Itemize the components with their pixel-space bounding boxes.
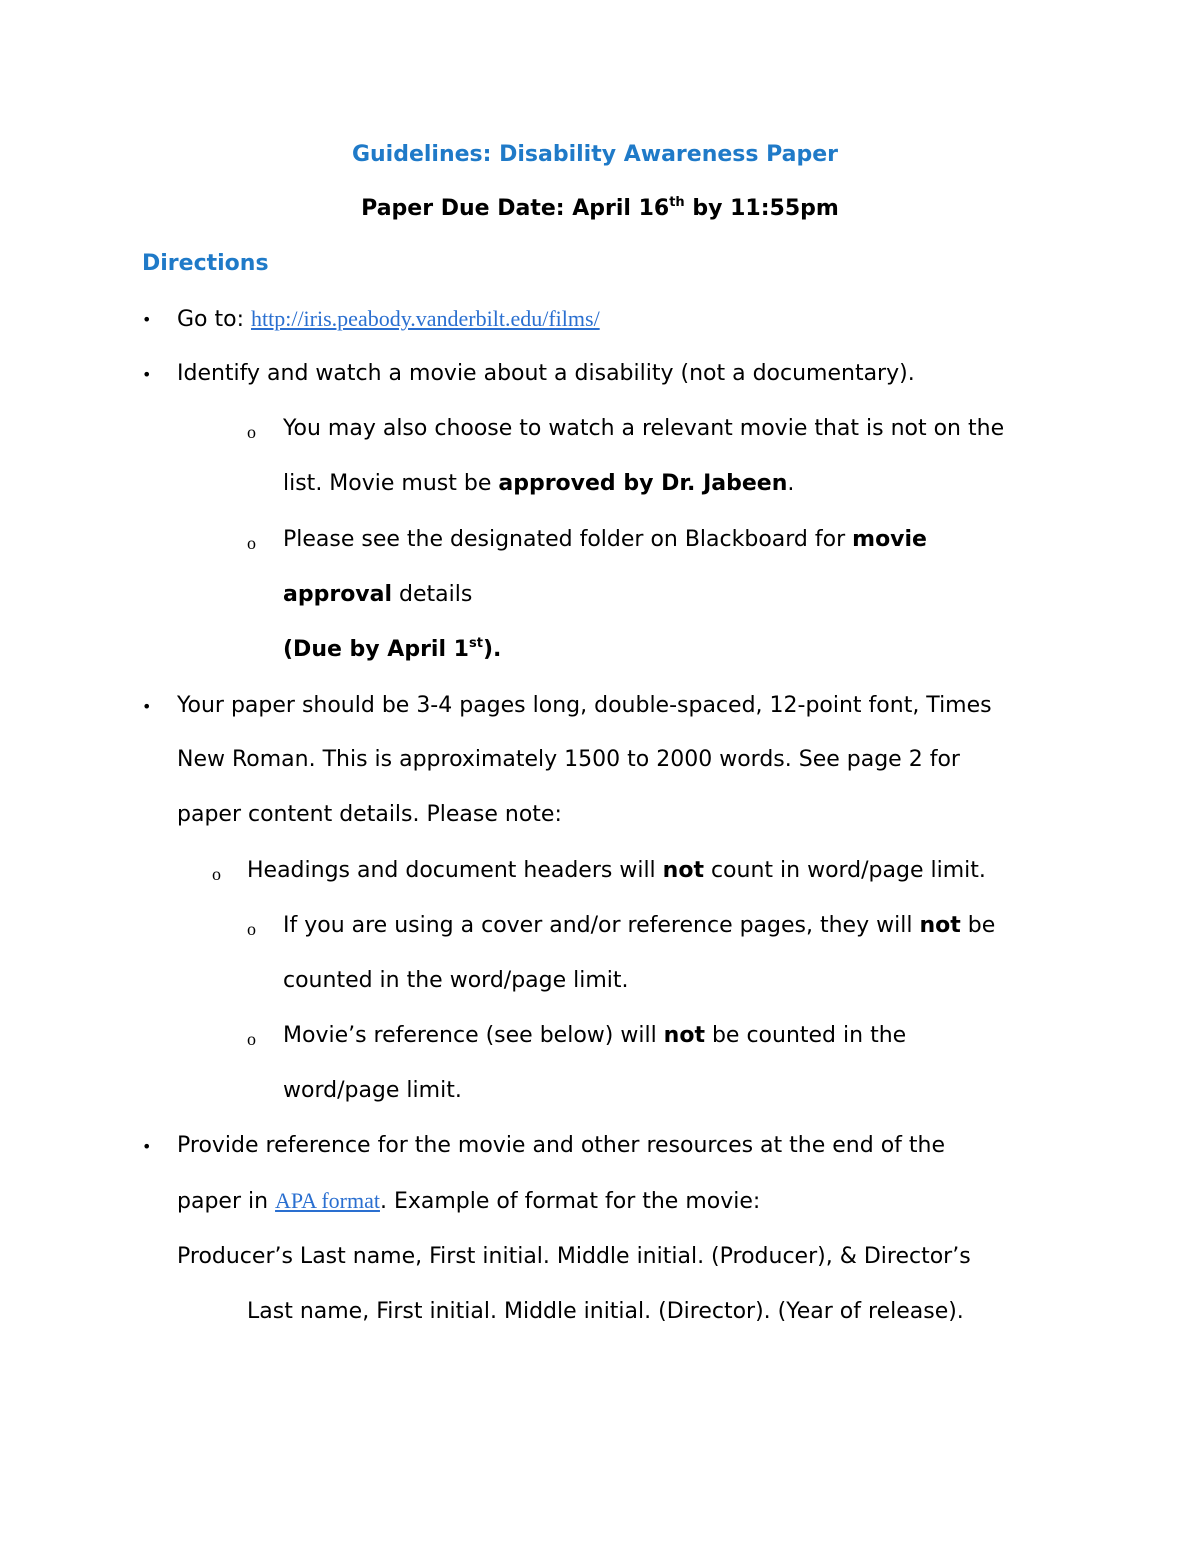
apa-format-link[interactable]: APA format	[275, 1188, 380, 1213]
bullet-reference-line2	[177, 1186, 760, 1217]
bullet-paper-length-line1: Your paper should be 3-4 pages long, double-spaced, 12-point font, Times	[177, 693, 992, 718]
reference-format-line2: Last name, First initial. Middle initial. (Director). (Year of release).	[247, 1299, 964, 1324]
text-span: . Example of format for the movie:	[379, 1189, 761, 1214]
text-span: If you are using a cover and/or reference pages, they will	[283, 913, 920, 938]
text-span: .	[787, 471, 795, 496]
text-span: Headings and document headers will	[247, 858, 663, 883]
bullet-reference-line1: Provide reference for the movie and other resources at the end of the	[177, 1133, 945, 1158]
due-date-time: by 11:55pm	[684, 196, 839, 221]
sub-bullet-approval-line3	[283, 635, 501, 665]
sub-bullet-choose-movie-line2	[283, 469, 794, 499]
bold-close: ).	[482, 637, 502, 662]
bold-not: not	[662, 858, 704, 883]
bold-not: not	[919, 913, 961, 938]
bullet-icon: •	[142, 1137, 152, 1156]
bullet-paper-length-line2: New Roman. This is approximately 1500 to 2000 words. See page 2 for	[177, 747, 960, 772]
sub-bullet-icon: o	[247, 919, 256, 939]
bullet-icon: •	[142, 697, 152, 716]
bullet-icon: •	[142, 365, 152, 384]
due-date-sup: th	[669, 195, 685, 210]
due-date-text: Paper Due Date: April 16	[361, 196, 670, 221]
text-span: count in word/page limit.	[703, 858, 986, 883]
text-span: paper in	[177, 1189, 276, 1214]
bold-movie: movie	[852, 527, 927, 552]
sub-bullet-choose-movie-line1: You may also choose to watch a relevant movie that is not on the	[283, 416, 1005, 441]
bullet-paper-length-line3: paper content details. Please note:	[177, 802, 562, 827]
sub-bullet-movie-ref-line2: word/page limit.	[283, 1078, 462, 1103]
sub-bullet-headings	[247, 856, 986, 886]
sub-bullet-cover-line1	[283, 911, 995, 941]
go-to-label: Go to:	[177, 307, 251, 332]
text-span: be	[960, 913, 996, 938]
sub-bullet-cover-line2: counted in the word/page limit.	[283, 968, 629, 993]
bullet-go-to	[177, 304, 600, 335]
section-heading-directions: Directions	[142, 251, 269, 276]
bold-approval: approval	[283, 582, 393, 607]
text-span: list. Movie must be	[283, 471, 499, 496]
bold-due-april-1: (Due by April 1	[283, 637, 469, 662]
sup-st: st	[468, 636, 483, 651]
sub-bullet-icon: o	[247, 422, 256, 442]
sub-bullet-movie-ref-line1	[283, 1021, 906, 1051]
sub-bullet-icon: o	[247, 533, 256, 553]
bold-not: not	[663, 1023, 705, 1048]
reference-format-line1: Producer’s Last name, First initial. Middle initial. (Producer), & Director’s	[177, 1244, 971, 1269]
text-span: details	[392, 582, 473, 607]
document-title: Guidelines: Disability Awareness Paper	[351, 142, 839, 167]
films-link[interactable]: http://iris.peabody.vanderbilt.edu/films/	[251, 306, 600, 331]
bold-approved: approved by Dr. Jabeen	[498, 471, 788, 496]
text-span: Please see the designated folder on Blackboard for	[283, 527, 853, 552]
sub-bullet-approval-line2	[283, 580, 472, 610]
text-span: Movie’s reference (see below) will	[283, 1023, 664, 1048]
bullet-identify-movie: Identify and watch a movie about a disability (not a documentary).	[177, 361, 915, 386]
text-span: be counted in the	[704, 1023, 907, 1048]
sub-bullet-icon: o	[247, 1029, 256, 1049]
sub-bullet-icon: o	[212, 864, 221, 884]
due-date	[0, 194, 1200, 224]
bullet-icon: •	[142, 310, 152, 329]
sub-bullet-approval-line1	[283, 525, 927, 555]
